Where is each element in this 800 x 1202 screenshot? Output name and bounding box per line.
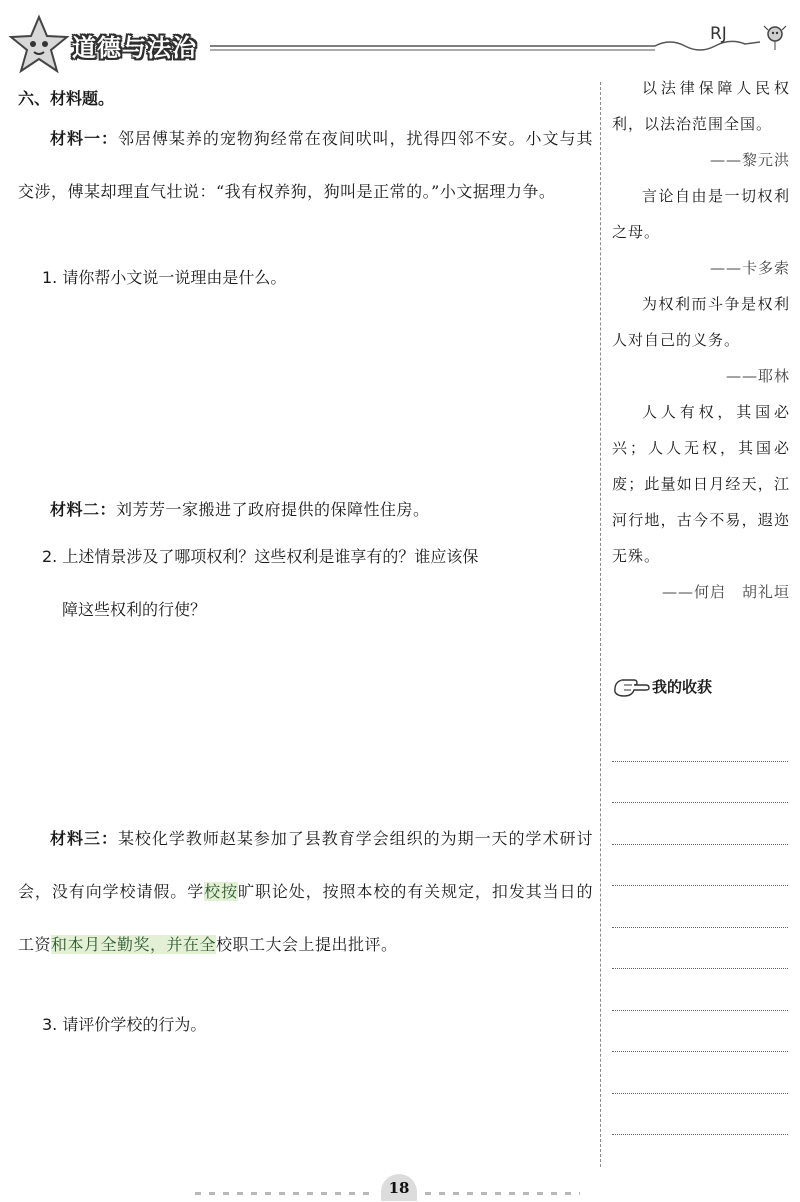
quote-author: ——黎元洪	[709, 151, 790, 169]
quote-author: ——卡多索	[709, 259, 790, 277]
section-title: 六、材料题。	[18, 89, 115, 108]
note-line	[612, 845, 788, 887]
material-two-text: 刘芳芳一家搬进了政府提供的保障性住房。	[116, 500, 430, 519]
edition-label: RJ	[710, 24, 727, 44]
note-line	[612, 1094, 788, 1136]
star-mascot-icon	[8, 14, 70, 76]
note-line	[612, 1011, 788, 1053]
note-line	[612, 762, 788, 804]
material-three-highlight-b: 和本月全勤奖，并在全	[51, 935, 217, 954]
note-lines	[612, 720, 788, 1135]
material-three	[18, 812, 593, 971]
quote-item	[612, 70, 790, 178]
question-three	[42, 998, 593, 1051]
quote-item	[612, 286, 790, 394]
sidebar-quotes	[612, 70, 790, 610]
note-line	[612, 1052, 788, 1094]
my-harvest-title: 我的收获	[652, 678, 713, 696]
note-line	[612, 886, 788, 928]
material-two	[18, 483, 593, 536]
material-three-text-c: 校职工大会上提出批评。	[216, 935, 398, 954]
footer-motto-faded	[425, 1192, 580, 1195]
quote-item	[612, 394, 790, 610]
material-two-lead: 材料二：	[50, 500, 117, 519]
balloon-mascot-icon	[762, 22, 788, 52]
quote-text: 人人有权，其国必兴；人人无权，其国必废；此量如日月经天，江河行地，古今不易，遐迩无殊。	[612, 403, 790, 565]
footer-motto-faded	[195, 1192, 375, 1195]
quote-text: 以法律保障人民权利，以法治范围全国。	[612, 79, 790, 133]
material-one-text: 邻居傅某养的宠物狗经常在夜间吠叫，扰得四邻不安。小文与其交涉，傅某却理直气壮说：“我有权养狗，狗叫是正常的。”小文据理力争。	[18, 129, 593, 201]
column-divider	[600, 82, 601, 1167]
question-two-line1: 2. 上述情景涉及了哪项权利？这些权利是谁享有的？谁应该保	[42, 547, 479, 566]
material-three-lead: 材料三：	[50, 829, 118, 848]
note-line	[612, 928, 788, 970]
quote-item	[612, 178, 790, 286]
quote-author: ——何启 胡礼垣	[661, 583, 790, 601]
question-one	[42, 251, 593, 304]
question-two	[42, 530, 593, 636]
note-line	[612, 969, 788, 1011]
question-three-text: 3. 请评价学校的行为。	[42, 1015, 207, 1034]
quote-text: 言论自由是一切权利之母。	[612, 187, 790, 241]
quote-author: ——耶林	[725, 367, 790, 385]
material-one-lead: 材料一：	[50, 129, 118, 148]
material-three-text-b: 旷职论处，按照本校的有关规定，扣发其当日的工资	[18, 882, 593, 954]
question-two-line2: 障这些权利的行使？	[62, 600, 207, 619]
pointing-hand-icon	[612, 672, 652, 700]
question-one-text: 1. 请你帮小文说一说理由是什么。	[42, 268, 287, 287]
main-content	[18, 80, 593, 1160]
material-three-highlight-a: 校按	[204, 882, 239, 901]
page-header	[0, 0, 800, 80]
note-line	[612, 803, 788, 845]
page-number: 18	[381, 1174, 417, 1201]
material-one	[18, 112, 593, 218]
my-harvest-heading	[612, 670, 790, 704]
quote-text: 为权利而斗争是权利人对自己的义务。	[612, 295, 790, 349]
material-three-text-a: 某校化学教师赵某参加了县教育学会组织的为期一天的学术研讨会，没有向学校请假。学	[18, 829, 593, 901]
brand-title: 道德与法治	[72, 34, 197, 62]
note-line	[612, 720, 788, 762]
